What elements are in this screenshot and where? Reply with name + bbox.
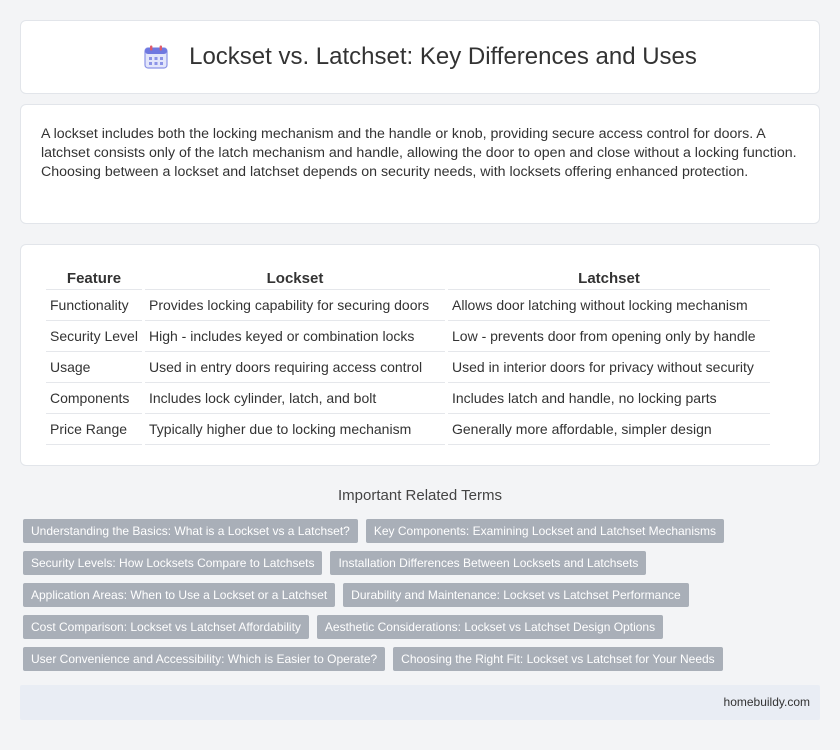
cell-lockset: Typically higher due to locking mechanism: [145, 414, 445, 445]
footer: [20, 685, 820, 720]
calendar-icon: [143, 44, 169, 70]
cell-lockset: Provides locking capability for securing doors: [145, 290, 445, 321]
cell-feature: Usage: [46, 352, 142, 383]
related-term-tag[interactable]: Aesthetic Considerations: Lockset vs Latchset Design Options: [317, 615, 663, 639]
cell-latchset: Allows door latching without locking mechanism: [448, 290, 770, 321]
cell-latchset: Used in interior doors for privacy without security: [448, 352, 770, 383]
table-row: [46, 414, 770, 445]
related-term-tag[interactable]: Choosing the Right Fit: Lockset vs Latchset for Your Needs: [393, 647, 723, 671]
cell-feature: Price Range: [46, 414, 142, 445]
cell-lockset: Includes lock cylinder, latch, and bolt: [145, 383, 445, 414]
cell-feature: Components: [46, 383, 142, 414]
related-terms-list: [23, 519, 823, 679]
header-latchset: Latchset: [448, 267, 770, 290]
cell-lockset: Used in entry doors requiring access control: [145, 352, 445, 383]
comparison-table-card: [20, 244, 820, 466]
intro-text: A lockset includes both the locking mechanism and the handle or knob, providing secure access control for doors. A latchset consists only of the latch mechanism and handle, allowing the door to open and close without a locking function. Choosing between a lockset and latchset depends on security needs, with locksets offering enhanced protection.: [41, 126, 797, 180]
header-lockset: Lockset: [145, 267, 445, 290]
cell-lockset: High - includes keyed or combination locks: [145, 321, 445, 352]
table-row: [46, 290, 770, 321]
intro-card: [20, 104, 820, 224]
cell-feature: Security Level: [46, 321, 142, 352]
table-row: [46, 383, 770, 414]
header-feature: Feature: [46, 267, 142, 290]
title-card: [20, 20, 820, 94]
related-term-tag[interactable]: Cost Comparison: Lockset vs Latchset Affordability: [23, 615, 309, 639]
related-term-tag[interactable]: User Convenience and Accessibility: Which is Easier to Operate?: [23, 647, 385, 671]
related-term-tag[interactable]: Installation Differences Between Locksets and Latchsets: [330, 551, 646, 575]
cell-latchset: Includes latch and handle, no locking parts: [448, 383, 770, 414]
table-row: [46, 321, 770, 352]
table-row: [46, 352, 770, 383]
related-term-tag[interactable]: Durability and Maintenance: Lockset vs Latchset Performance: [343, 583, 689, 607]
footer-site-link[interactable]: homebuildy.com: [723, 695, 810, 709]
related-terms-title: Important Related Terms: [338, 487, 502, 504]
cell-feature: Functionality: [46, 290, 142, 321]
page-title: Lockset vs. Latchset: Key Differences and Uses: [189, 43, 697, 70]
related-term-tag[interactable]: Understanding the Basics: What is a Lockset vs a Latchset?: [23, 519, 358, 543]
table-header-row: [46, 267, 770, 290]
related-term-tag[interactable]: Application Areas: When to Use a Lockset or a Latchset: [23, 583, 335, 607]
comparison-table: [43, 267, 773, 445]
related-term-tag[interactable]: Security Levels: How Locksets Compare to Latchsets: [23, 551, 322, 575]
related-term-tag[interactable]: Key Components: Examining Lockset and Latchset Mechanisms: [366, 519, 724, 543]
cell-latchset: Low - prevents door from opening only by handle: [448, 321, 770, 352]
cell-latchset: Generally more affordable, simpler design: [448, 414, 770, 445]
